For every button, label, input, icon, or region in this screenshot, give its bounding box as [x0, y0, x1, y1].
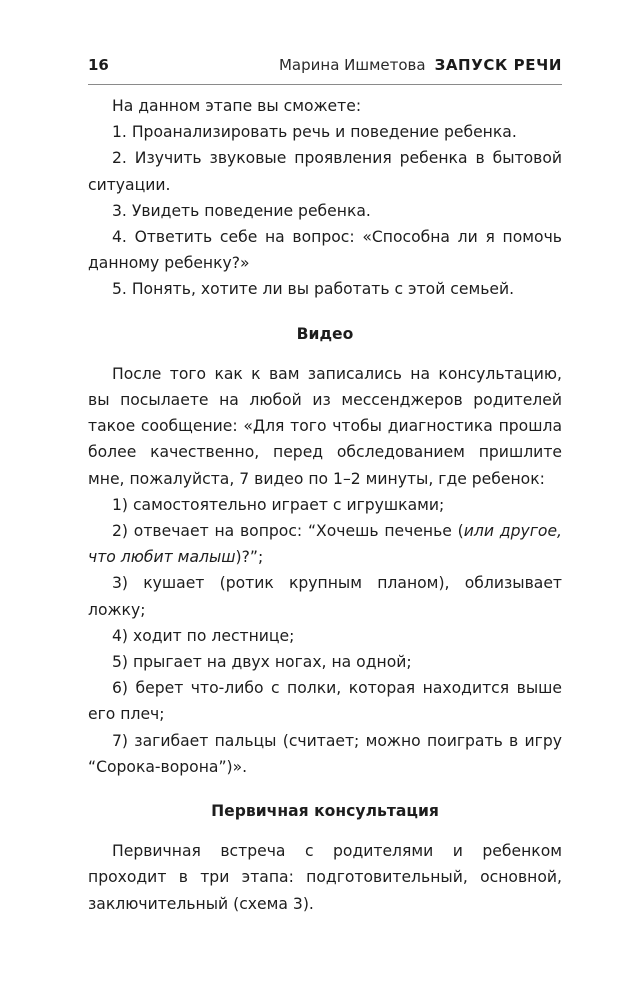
intro-item-2: 2. Изучить звуковые проявления ребенка в бытовой ситуации. [88, 149, 562, 194]
running-header [88, 50, 562, 84]
video-item-7: 7) загибает пальцы (считает; можно поиграть в игру “Сорока-ворона”)». [88, 731, 562, 776]
video-item-2-suffix: )?”; [235, 548, 264, 567]
intro-lead: На данном этапе вы сможете: [112, 97, 362, 115]
header-rule [88, 84, 562, 85]
section-heading-video: Видео [296, 324, 354, 343]
video-item-2 [88, 518, 562, 570]
section-heading-consultation: Первичная консультация [211, 802, 439, 821]
intro-item-4: 4. Ответить себе на вопрос: «Способна ли я помочь данному ребенку?» [88, 228, 562, 273]
page-number: 16 [88, 56, 109, 74]
consultation-paragraph: Первичная встреча с родителями и ребенком проходит в три этапа: подготовительный, основной, заключительный (схема 3). [88, 842, 562, 913]
video-paragraph: После того как к вам записались на консультацию, вы посылаете на любой из мессенджеров родителей такое сообщение: «Для того чтобы диагностика прошла более качественно, перед обследованием пришлите мне, пожалуйста, 7 видео по 1–2 минуты, где ребенок: [88, 364, 562, 488]
video-item-2-italic: или другое, что любит малыш [88, 522, 562, 567]
header-book-title: ЗАПУСК РЕЧИ [434, 56, 562, 74]
header-right [279, 56, 562, 74]
page-content [88, 93, 562, 917]
video-item-4: 4) ходит по лестнице; [112, 626, 295, 645]
video-item-3: 3) кушает (ротик крупным планом), облизывает ложку; [88, 574, 562, 619]
video-item-5: 5) прыгает на двух ногах, на одной; [112, 653, 412, 672]
video-item-6: 6) берет что-либо с полки, которая находится выше его плеч; [88, 679, 562, 724]
intro-item-3: 3. Увидеть поведение ребенка. [112, 201, 371, 220]
intro-item-5: 5. Понять, хотите ли вы работать с этой семьей. [112, 280, 515, 299]
video-item-1: 1) самостоятельно играет с игрушками; [112, 495, 445, 514]
intro-item-1: 1. Проанализировать речь и поведение ребенка. [112, 123, 517, 142]
video-item-2-prefix: 2) отвечает на вопрос: “Хочешь печенье ( [112, 522, 464, 541]
header-author: Марина Ишметова [278, 56, 426, 74]
